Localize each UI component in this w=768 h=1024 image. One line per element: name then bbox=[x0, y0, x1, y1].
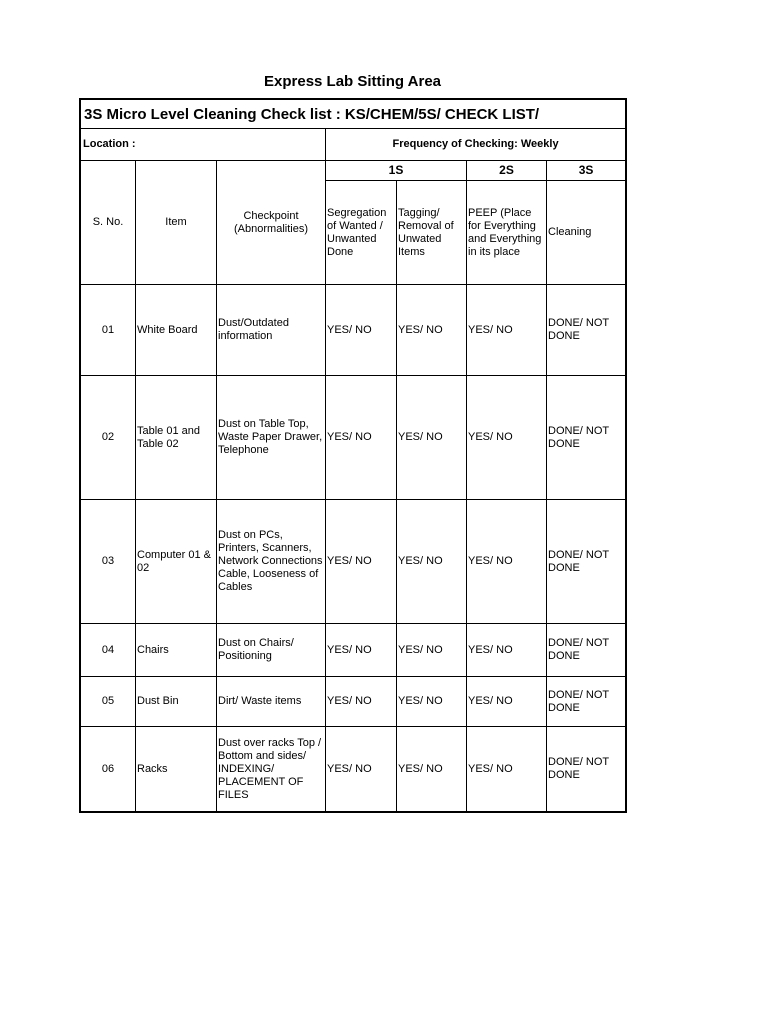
checklist-table bbox=[80, 99, 626, 812]
row-peep: YES/ NO bbox=[467, 376, 547, 500]
table-row bbox=[81, 677, 626, 727]
frequency-label: Frequency of Checking: Weekly bbox=[326, 129, 626, 161]
header-3s: 3S bbox=[547, 161, 626, 181]
header-peep: PEEP (Place for Everything and Everything in its place bbox=[467, 181, 547, 285]
header-tagging: Tagging/ Removal of Unwated Items bbox=[397, 181, 467, 285]
table-row bbox=[81, 624, 626, 677]
table-row bbox=[81, 500, 626, 624]
row-segregation: YES/ NO bbox=[326, 500, 397, 624]
header-cleaning: Cleaning bbox=[547, 181, 626, 285]
row-checkpoint: Dust/Outdated information bbox=[217, 285, 326, 376]
row-checkpoint: Dust on Table Top, Waste Paper Drawer, Telephone bbox=[217, 376, 326, 500]
row-peep: YES/ NO bbox=[467, 500, 547, 624]
document-title: 3S Micro Level Cleaning Check list : KS/CHEM/5S/ CHECK LIST/ bbox=[81, 100, 626, 129]
header-1s: 1S bbox=[326, 161, 467, 181]
row-tagging: YES/ NO bbox=[397, 624, 467, 677]
row-item: Chairs bbox=[136, 624, 217, 677]
row-tagging: YES/ NO bbox=[397, 727, 467, 812]
table-row bbox=[81, 376, 626, 500]
table-row bbox=[81, 727, 626, 812]
row-peep: YES/ NO bbox=[467, 624, 547, 677]
row-segregation: YES/ NO bbox=[326, 285, 397, 376]
header-checkpoint: Checkpoint (Abnormalities) bbox=[217, 161, 326, 285]
row-cleaning: DONE/ NOT DONE bbox=[547, 376, 626, 500]
header-2s: 2S bbox=[467, 161, 547, 181]
row-peep: YES/ NO bbox=[467, 677, 547, 727]
row-checkpoint: Dust on Chairs/ Positioning bbox=[217, 624, 326, 677]
row-sno: 01 bbox=[81, 285, 136, 376]
row-sno: 02 bbox=[81, 376, 136, 500]
row-item: Dust Bin bbox=[136, 677, 217, 727]
row-cleaning: DONE/ NOT DONE bbox=[547, 285, 626, 376]
row-checkpoint: Dust on PCs, Printers, Scanners, Network Connections Cable, Looseness of Cables bbox=[217, 500, 326, 624]
row-sno: 03 bbox=[81, 500, 136, 624]
header-sno: S. No. bbox=[81, 161, 136, 285]
row-tagging: YES/ NO bbox=[397, 500, 467, 624]
location-label: Location : bbox=[81, 129, 326, 161]
row-segregation: YES/ NO bbox=[326, 376, 397, 500]
row-sno: 04 bbox=[81, 624, 136, 677]
header-item: Item bbox=[136, 161, 217, 285]
row-cleaning: DONE/ NOT DONE bbox=[547, 500, 626, 624]
row-cleaning: DONE/ NOT DONE bbox=[547, 677, 626, 727]
row-segregation: YES/ NO bbox=[326, 727, 397, 812]
row-peep: YES/ NO bbox=[467, 727, 547, 812]
row-item: Table 01 and Table 02 bbox=[136, 376, 217, 500]
row-item: White Board bbox=[136, 285, 217, 376]
row-tagging: YES/ NO bbox=[397, 285, 467, 376]
row-cleaning: DONE/ NOT DONE bbox=[547, 727, 626, 812]
page-title: Express Lab Sitting Area bbox=[264, 73, 441, 90]
table-row bbox=[81, 285, 626, 376]
row-checkpoint: Dirt/ Waste items bbox=[217, 677, 326, 727]
row-peep: YES/ NO bbox=[467, 285, 547, 376]
row-checkpoint: Dust over racks Top / Bottom and sides/ INDEXING/ PLACEMENT OF FILES bbox=[217, 727, 326, 812]
row-sno: 06 bbox=[81, 727, 136, 812]
row-segregation: YES/ NO bbox=[326, 624, 397, 677]
row-cleaning: DONE/ NOT DONE bbox=[547, 624, 626, 677]
row-tagging: YES/ NO bbox=[397, 677, 467, 727]
header-segregation: Segregation of Wanted / Unwanted Done bbox=[326, 181, 397, 285]
row-sno: 05 bbox=[81, 677, 136, 727]
row-item: Racks bbox=[136, 727, 217, 812]
row-tagging: YES/ NO bbox=[397, 376, 467, 500]
row-segregation: YES/ NO bbox=[326, 677, 397, 727]
row-item: Computer 01 & 02 bbox=[136, 500, 217, 624]
